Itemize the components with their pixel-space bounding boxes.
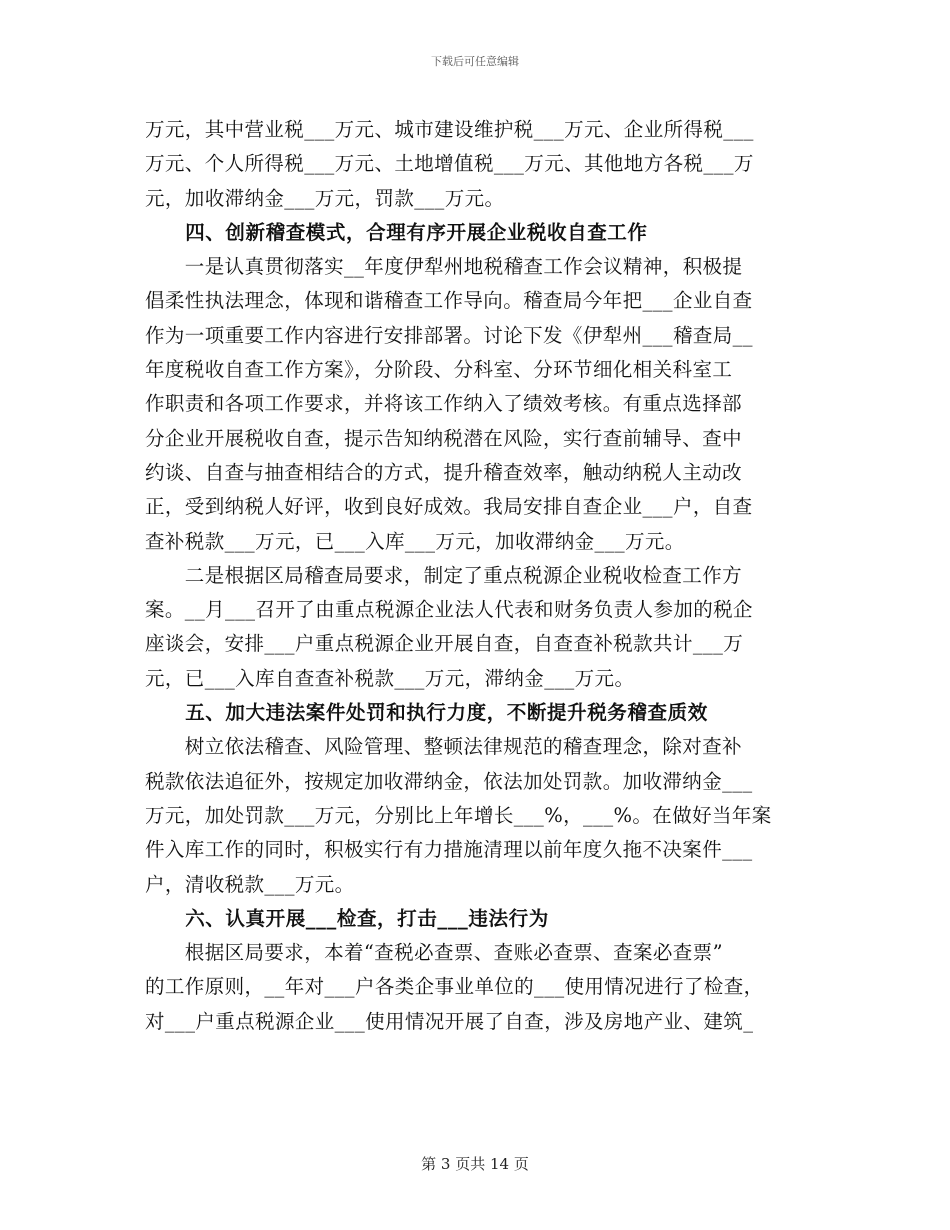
- section-heading: 五、加大违法案件处罚和执行力度，不断提升税务稽查质效: [145, 701, 708, 725]
- text-line: 作为一项重要工作内容进行安排部署。讨论下发《伊犁州___稽查局__: [145, 323, 753, 347]
- text-line: 万元，其中营业税___万元、城市建设维护税___万元、企业所得税___: [145, 118, 754, 141]
- text-line: 元，已___入库自查查补税款___万元，滞纳金___万元。: [145, 666, 635, 690]
- text-line: 约谈、自查与抽查相结合的方式，提升稽查效率，触动纳税人主动改: [145, 460, 743, 484]
- section-heading: 四、创新稽查模式，合理有序开展企业税收自查工作: [145, 220, 648, 244]
- text-line: 税款依法追征外，按规定加收滞纳金，依法加处罚款。加收滞纳金___: [145, 769, 753, 793]
- text-line: 作职责和各项工作要求，并将该工作纳入了绩效考核。有重点选择部: [145, 392, 743, 416]
- text-line: 元，加收滞纳金___万元，罚款___万元。: [145, 186, 505, 210]
- text-line: 树立依法稽查、风险管理、整顿法律规范的稽查理念，除对查补: [145, 735, 743, 759]
- page-header: 下载后可任意编辑: [431, 55, 519, 68]
- text-line: 年度税收自查工作方案》，分阶段、分科室、分环节细化相关科室工: [145, 358, 733, 382]
- text-line: 万元、个人所得税___万元、土地增值税___万元、其他地方各税___万: [145, 152, 754, 176]
- text-line: 根据区局要求，本着“查税必查票、查账必查票、查案必查票”: [145, 941, 723, 965]
- text-line: 案。__月___召开了由重点税源企业法人代表和财务负责人参加的税企: [145, 598, 753, 622]
- text-line: 件入库工作的同时，积极实行有力措施清理以前年度久拖不决案件___: [145, 838, 753, 862]
- body-text: [145, 113, 805, 1039]
- text-line: 二是根据区局稽查局要求，制定了重点税源企业税收检查工作方: [145, 563, 743, 587]
- text-line: 户，清收税款___万元。: [145, 872, 355, 896]
- text-line: 分企业开展税收自查，提示告知纳税潜在风险，实行查前辅导、查中: [145, 426, 743, 450]
- text-line: 正，受到纳税人好评，收到良好成效。我局安排自查企业___户，自查: [145, 495, 753, 519]
- text-line: 查补税款___万元，已___入库___万元，加收滞纳金___万元。: [145, 529, 685, 553]
- section-heading: 六、认真开展___检查，打击___违法行为: [145, 906, 549, 930]
- text-line: 万元，加处罚款___万元，分别比上年增长___%，___%。在做好当年案: [145, 803, 772, 827]
- text-line: 对___户重点税源企业___使用情况开展了自查，涉及房地产业、建筑_: [145, 1009, 754, 1033]
- text-line: 座谈会，安排___户重点税源企业开展自查，自查查补税款共计___万: [145, 632, 744, 656]
- text-line: 倡柔性执法理念，体现和谐稽查工作导向。稽查局今年把___企业自查: [145, 289, 753, 313]
- page-footer: 第 3 页共 14 页: [421, 1155, 529, 1173]
- text-line: 一是认真贯彻落实__年度伊犁州地税稽查工作会议精神，积极提: [145, 255, 743, 279]
- text-line: 的工作原则，__年对___户各类企事业单位的___使用情况进行了检查，: [145, 975, 764, 999]
